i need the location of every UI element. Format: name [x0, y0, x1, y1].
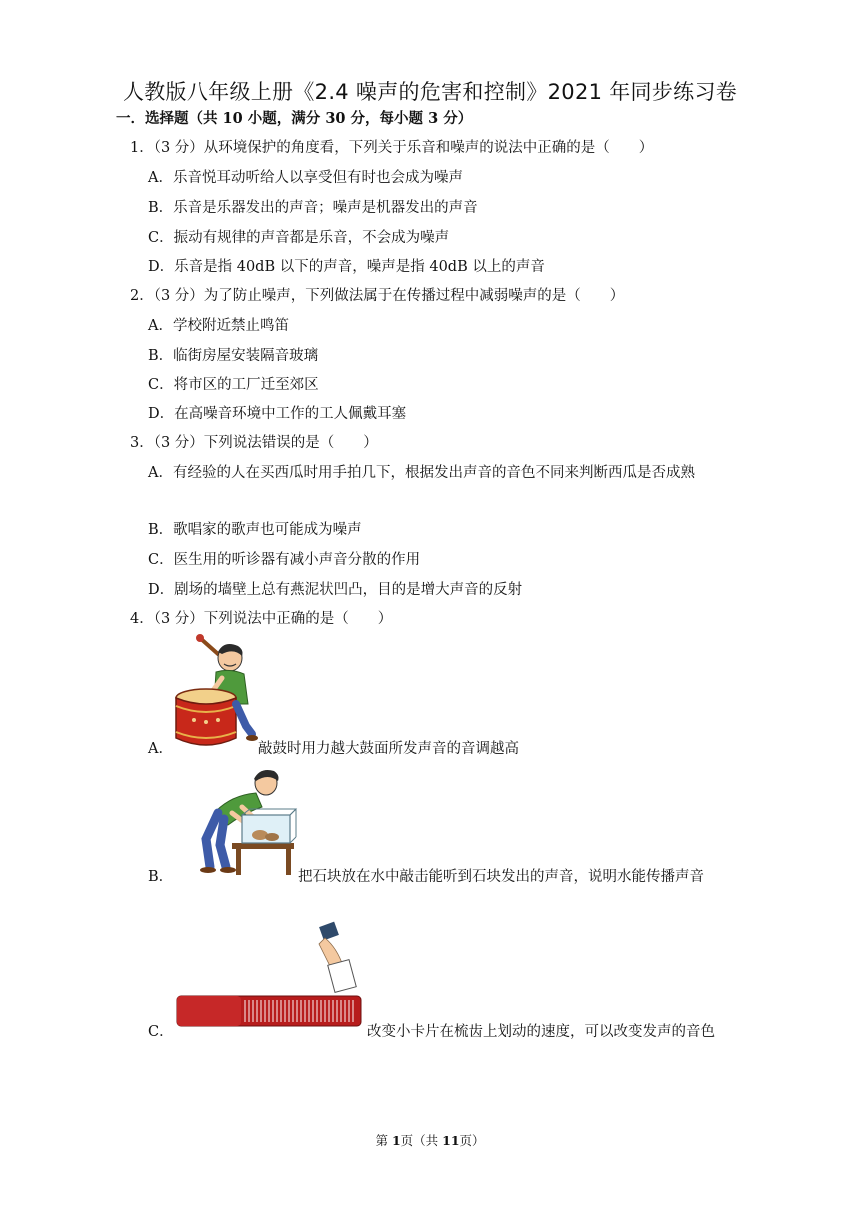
question-4-option-b-letter: B．: [148, 869, 174, 885]
question-2-option-b: B．临街房屋安装隔音玻璃: [148, 348, 319, 364]
question-2-stem: 2．（3 分）为了防止噪声，下列做法属于在传播过程中减弱噪声的是（ ）: [130, 288, 625, 304]
footer-post: 页）: [459, 1133, 485, 1148]
question-2-option-c: C．将市区的工厂迁至郊区: [148, 377, 319, 393]
question-4-stem: 4．（3 分）下列说法中正确的是（ ）: [130, 611, 393, 627]
footer-mid: 页（共: [400, 1133, 443, 1148]
section-heading: 一．选择题（共 10 小题，满分 30 分，每小题 3 分）: [116, 110, 473, 127]
question-3-stem: 3．（3 分）下列说法错误的是（ ）: [130, 435, 378, 451]
question-1-option-a: A．乐音悦耳动听给人以享受但有时也会成为噪声: [148, 170, 463, 186]
question-1-stem: 1．（3 分）从环境保护的角度看，下列关于乐音和噪声的说法中正确的是（ ）: [130, 140, 654, 156]
question-4-option-c-text: 改变小卡片在梳齿上划动的速度，可以改变发声的音色: [367, 1024, 715, 1040]
page-title: 人教版八年级上册《2.4 噪声的危害和控制》2021 年同步练习卷: [122, 80, 738, 104]
page-footer: [0, 1131, 860, 1149]
question-2-option-a: A．学校附近禁止鸣笛: [148, 318, 289, 334]
question-1-option-c: C．振动有规律的声音都是乐音，不会成为噪声: [148, 230, 450, 246]
question-3-option-c: C．医生用的听诊器有减小声音分散的作用: [148, 552, 421, 568]
question-4-option-a-text: 敲鼓时用力越大鼓面所发声音的音调越高: [258, 741, 519, 757]
footer-pre: 第: [375, 1133, 392, 1148]
drum-illustration: [172, 634, 258, 750]
question-1-option-b: B．乐音是乐器发出的声音；噪声是机器发出的声音: [148, 200, 478, 216]
question-4-option-a-letter: A．: [148, 741, 173, 757]
comb-card-illustration: [175, 920, 367, 1032]
water-tank-illustration: [180, 767, 298, 879]
question-4-option-c-letter: C．: [148, 1024, 174, 1040]
question-1-option-d: D．乐音是指 40dB 以下的声音，噪声是指 40dB 以上的声音: [148, 259, 545, 275]
footer-total-pages: 11: [442, 1133, 460, 1148]
question-2-option-d: D．在高噪音环境中工作的工人佩戴耳塞: [148, 406, 407, 422]
question-3-option-a: A．有经验的人在买西瓜时用手拍几下，根据发出声音的音色不同来判断西瓜是否成熟: [148, 465, 695, 481]
question-4-option-b-text: 把石块放在水中敲击能听到石块发出的声音，说明水能传播声音: [298, 869, 704, 885]
footer-page-number: 1: [391, 1133, 401, 1148]
question-3-option-b: B．歌唱家的歌声也可能成为噪声: [148, 522, 362, 538]
question-3-option-d: D．剧场的墙壁上总有燕泥状凹凸，目的是增大声音的反射: [148, 582, 523, 598]
